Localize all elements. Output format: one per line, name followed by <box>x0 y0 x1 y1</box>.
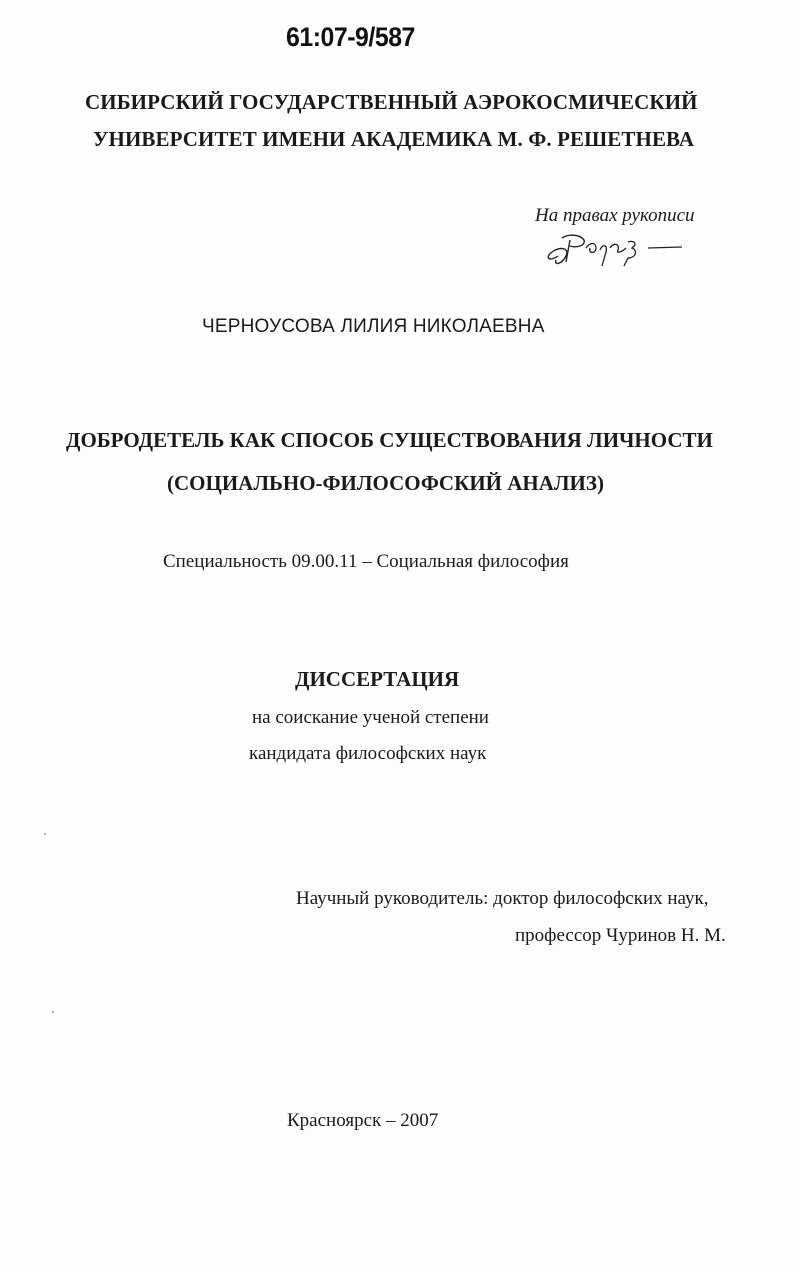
city-year: Красноярск – 2007 <box>287 1110 439 1131</box>
handwritten-signature <box>540 226 690 272</box>
dissertation-title-line1: ДОБРОДЕТЕЛЬ КАК СПОСОБ СУЩЕСТВОВАНИЯ ЛИЧНОСТИ <box>66 428 713 452</box>
scan-speck <box>44 833 46 835</box>
university-name-line1: СИБИРСКИЙ ГОСУДАРСТВЕННЫЙ АЭРОКОСМИЧЕСКИЙ <box>85 90 698 114</box>
university-name-line2: УНИВЕРСИТЕТ ИМЕНИ АКАДЕМИКА М. Ф. РЕШЕТНЕВА <box>93 127 695 151</box>
archive-stamp: 61:07-9/587 <box>286 22 415 52</box>
degree-line1: на соискание ученой степени <box>252 707 489 728</box>
supervisor-line1: Научный руководитель: доктор философских наук, <box>296 888 709 909</box>
document-type-heading: ДИССЕРТАЦИЯ <box>295 667 460 691</box>
supervisor-line2: профессор Чуринов Н. М. <box>515 925 726 946</box>
scan-speck <box>52 1011 54 1013</box>
speciality-line: Специальность 09.00.11 – Социальная философия <box>163 551 569 572</box>
degree-line2: кандидата философских наук <box>249 743 487 764</box>
manuscript-rights-note: На правах рукописи <box>535 205 695 226</box>
dissertation-title-line2: (СОЦИАЛЬНО-ФИЛОСОФСКИЙ АНАЛИЗ) <box>167 471 604 495</box>
author-name: ЧЕРНОУСОВА ЛИЛИЯ НИКОЛАЕВНА <box>202 316 545 337</box>
